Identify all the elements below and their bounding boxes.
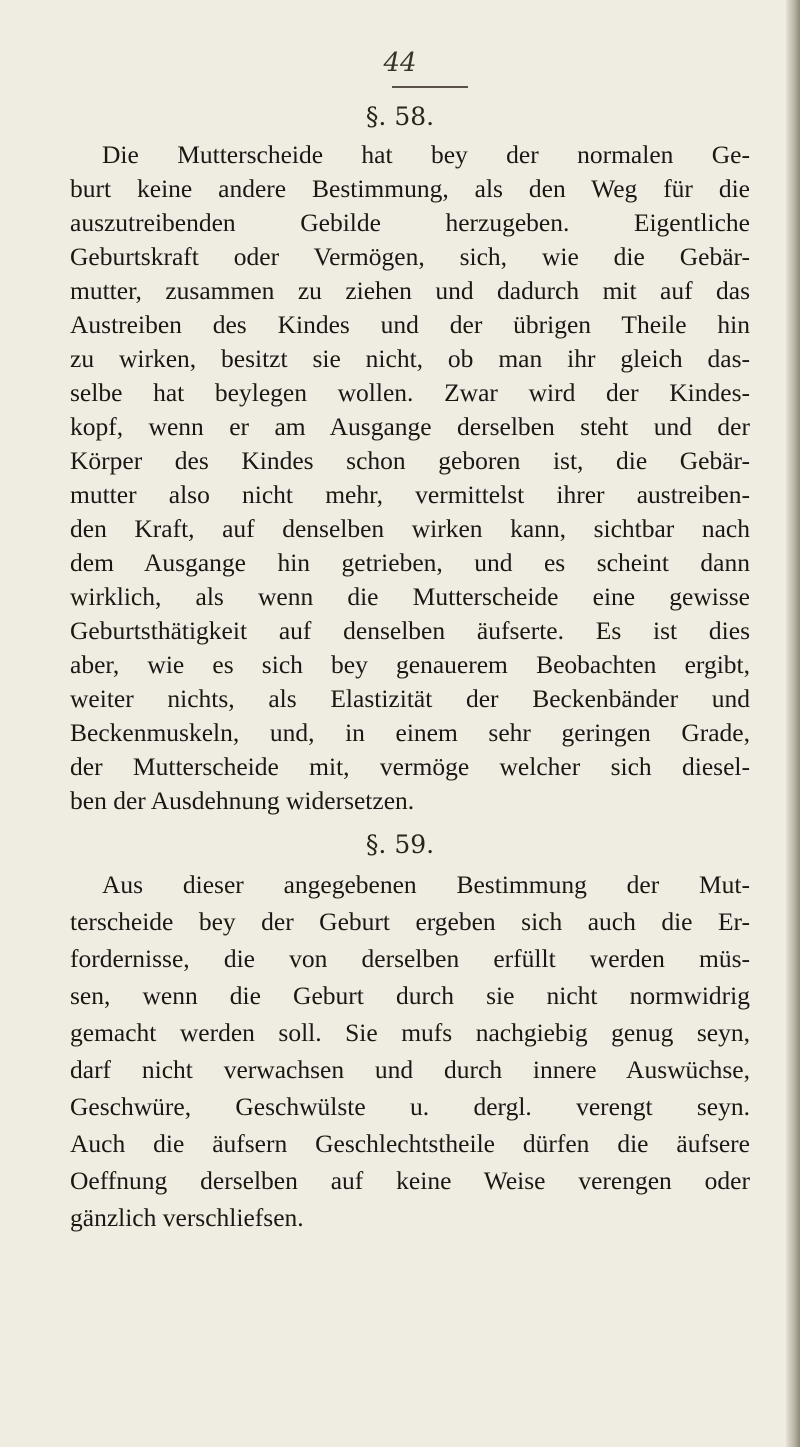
text-line: gemacht werden soll. Sie mufs nachgiebig genug seyn,	[70, 1018, 750, 1047]
text-line: auszutreibenden Gebilde herzugeben. Eigentliche	[70, 208, 750, 237]
text-line: kopf, wenn er am Ausgange derselben steht und der	[70, 412, 750, 441]
page-number-rule	[392, 86, 468, 88]
text-line: Austreiben des Kindes und der übrigen Theile hin	[70, 310, 750, 339]
text-line: den Kraft, auf denselben wirken kann, sichtbar nach	[70, 514, 750, 543]
text-line: gänzlich verschliefsen.	[70, 1203, 304, 1232]
text-line: Oeffnung derselben auf keine Weise verengen oder	[70, 1166, 750, 1195]
text-line: terscheide bey der Geburt ergeben sich auch die Er-	[70, 907, 750, 936]
text-line: weiter nichts, als Elastizität der Beckenbänder und	[70, 684, 750, 713]
text-line: mutter also nicht mehr, vermittelst ihrer austreiben-	[70, 480, 750, 509]
text-line: aber, wie es sich bey genauerem Beobachten ergibt,	[70, 650, 750, 679]
text-line: fordernisse, die von derselben erfüllt werden müs-	[70, 944, 750, 973]
text-line: der Mutterscheide mit, vermöge welcher sich diesel-	[70, 752, 750, 781]
text-line: burt keine andere Bestimmung, als den Weg für die	[70, 174, 750, 203]
text-line: Auch die äufsern Geschlechtstheile dürfen die äufsere	[70, 1129, 750, 1158]
text-line: mutter, zusammen zu ziehen und dadurch mit auf das	[70, 276, 750, 305]
text-line: Geburtskraft oder Vermögen, sich, wie die Gebär-	[70, 242, 750, 271]
text-line: zu wirken, besitzt sie nicht, ob man ihr gleich das-	[70, 344, 750, 373]
section-59-heading: §. 59.	[365, 830, 435, 859]
text-line: Aus dieser angegebenen Bestimmung der Mut-	[102, 870, 750, 899]
text-line: ben der Ausdehnung widersetzen.	[70, 786, 415, 815]
text-line: sen, wenn die Geburt durch sie nicht normwidrig	[70, 981, 750, 1010]
text-line: darf nicht verwachsen und durch innere Auswüchse,	[70, 1055, 750, 1084]
section-58-heading: §. 58.	[365, 102, 435, 131]
text-line: Die Mutterscheide hat bey der normalen Ge-	[102, 140, 750, 169]
text-line: dem Ausgange hin getrieben, und es scheint dann	[70, 548, 750, 577]
text-line: Beckenmuskeln, und, in einem sehr geringen Grade,	[70, 718, 750, 747]
text-line: Geschwüre, Geschwülste u. dergl. verengt seyn.	[70, 1092, 750, 1121]
text-line: wirklich, als wenn die Mutterscheide eine gewisse	[70, 582, 750, 611]
page-edge	[786, 0, 800, 1447]
text-line: Geburtsthätigkeit auf denselben äufserte. Es ist dies	[70, 616, 750, 645]
text-line: Körper des Kindes schon geboren ist, die Gebär-	[70, 446, 750, 475]
page-number: 44	[383, 48, 417, 78]
text-line: selbe hat beylegen wollen. Zwar wird der Kindes-	[70, 378, 750, 407]
